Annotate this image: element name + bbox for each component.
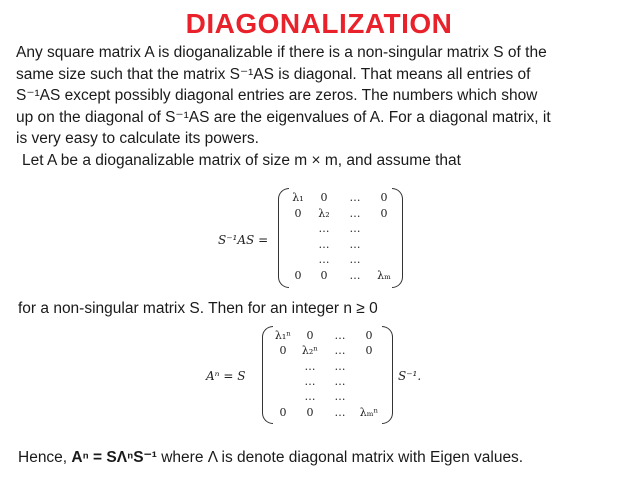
eq1-lhs: S⁻¹AS = bbox=[218, 233, 269, 247]
eq2-cell-r3c2: … bbox=[304, 359, 316, 373]
hence-suffix: where Λ is denote diagonal matrix with Eigen values. bbox=[156, 449, 524, 466]
eq1-cell-r3c2: … bbox=[318, 222, 330, 236]
hence-prefix: Hence, bbox=[18, 449, 72, 466]
eq1-cell-r2c3: … bbox=[349, 206, 361, 220]
eq1-cell-r2c2: λ₂ bbox=[318, 206, 330, 220]
eq2-cell-r4c3: … bbox=[334, 375, 346, 389]
eq2-right-bracket bbox=[382, 326, 393, 424]
eq2-cell-r2c1: 0 bbox=[279, 344, 287, 358]
eq2-cell-r3c3: … bbox=[334, 359, 346, 373]
eq1-cell-r6c1: 0 bbox=[294, 268, 302, 282]
intro-line: is very easy to calculate its powers. bbox=[16, 130, 259, 147]
eq2-cell-r2c2: λ₂ⁿ bbox=[301, 344, 319, 358]
eq2-cell-r1c2: 0 bbox=[306, 329, 314, 343]
intro-line: up on the diagonal of S⁻¹AS are the eigenvalues of A. For a diagonal matrix, it bbox=[16, 108, 551, 126]
eq2-cell-r2c4: 0 bbox=[365, 344, 373, 358]
let-line: Let A be a dioganalizable matrix of size m × m, and assume that bbox=[22, 152, 461, 169]
eq1-cell-r1c2: 0 bbox=[320, 191, 328, 205]
eq1-matrix bbox=[286, 190, 396, 284]
eq1-cell-r6c2: 0 bbox=[320, 268, 328, 282]
eq1-cell-r6c3: … bbox=[349, 268, 361, 282]
eq2-lhs: Aⁿ = S bbox=[206, 369, 246, 383]
eq2-cell-r6c1: 0 bbox=[279, 405, 287, 419]
intro-line: Any square matrix A is dioganalizable if there is a non-singular matrix S of the bbox=[16, 44, 547, 61]
eq2-cell-r6c3: … bbox=[334, 405, 346, 419]
intro-paragraph bbox=[16, 42, 628, 150]
for-line: for a non-singular matrix S. Then for an integer n ≥ 0 bbox=[18, 300, 378, 317]
eq2-cell-r6c2: 0 bbox=[306, 405, 314, 419]
eq1-cell-r5c3: … bbox=[349, 253, 361, 267]
eq1-cell-r1c1: λ₁ bbox=[292, 191, 304, 205]
eq2-cell-r4c2: … bbox=[304, 375, 316, 389]
intro-line: same size such that the matrix S⁻¹AS is diagonal. That means all entries of bbox=[16, 65, 531, 83]
eq1-cell-r1c3: … bbox=[349, 191, 361, 205]
eq1-cell-r2c1: 0 bbox=[294, 206, 302, 220]
eq2-matrix bbox=[270, 328, 382, 420]
eq2-cell-r2c3: … bbox=[334, 344, 346, 358]
eq1-cell-r2c4: 0 bbox=[380, 206, 388, 220]
eq2-cell-r1c4: 0 bbox=[365, 329, 373, 343]
eq2-cell-r1c1: λ₁ⁿ bbox=[274, 329, 292, 343]
eq2-cell-r5c2: … bbox=[304, 390, 316, 404]
eq1-cell-r3c3: … bbox=[349, 222, 361, 236]
eq2-cell-r5c3: … bbox=[334, 390, 346, 404]
eq1-cell-r4c3: … bbox=[349, 237, 361, 251]
eq2-cell-r6c4: λₘⁿ bbox=[359, 405, 379, 419]
eq1-cell-r4c2: … bbox=[318, 237, 330, 251]
hence-line bbox=[18, 448, 523, 467]
eq1-cell-r1c4: 0 bbox=[380, 191, 388, 205]
eq1-cell-r5c2: … bbox=[318, 253, 330, 267]
eq2-rhs: S⁻¹. bbox=[398, 369, 422, 383]
eq2-cell-r1c3: … bbox=[334, 329, 346, 343]
page-title: DIAGONALIZATION bbox=[185, 8, 453, 39]
intro-line: S⁻¹AS except possibly diagonal entries are zeros. The numbers which show bbox=[16, 87, 538, 104]
hence-formula: Aⁿ = SΛⁿS⁻¹ bbox=[71, 449, 157, 466]
eq1-cell-r6c4: λₘ bbox=[377, 268, 391, 282]
